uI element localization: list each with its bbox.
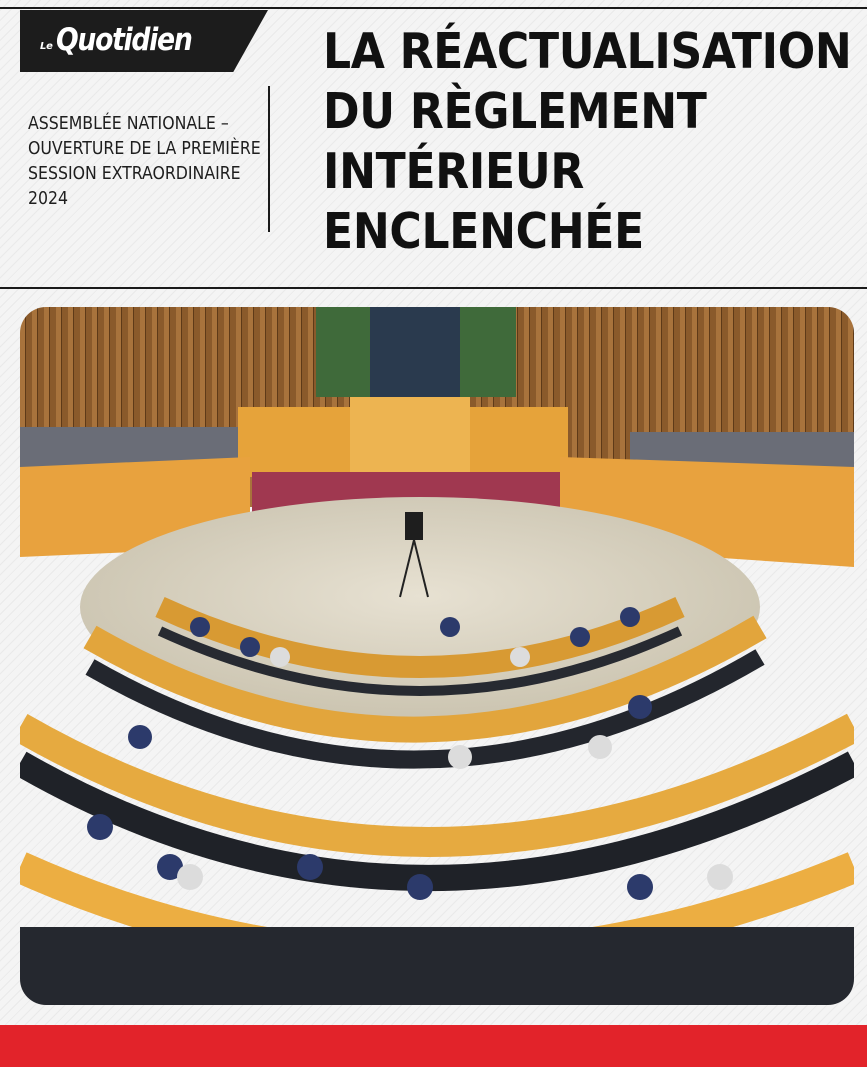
top-rule xyxy=(0,7,867,9)
column-divider xyxy=(268,86,270,232)
footer-red-band xyxy=(0,1025,867,1067)
assembly-photo xyxy=(20,307,854,1005)
logo-prefix: Le xyxy=(40,41,53,52)
article-kicker: ASSEMBLÉE NATIONALE – OUVERTURE DE LA PREMIÈRE SESSION EXTRAORDINAIRE 2024 xyxy=(28,114,261,209)
logo-name: Quotidien xyxy=(56,22,192,58)
section-rule xyxy=(0,287,867,289)
article-headline: LA RÉACTUALISATION DU RÈGLEMENT INTÉRIEUR ENCLENCHÉE xyxy=(323,23,852,260)
